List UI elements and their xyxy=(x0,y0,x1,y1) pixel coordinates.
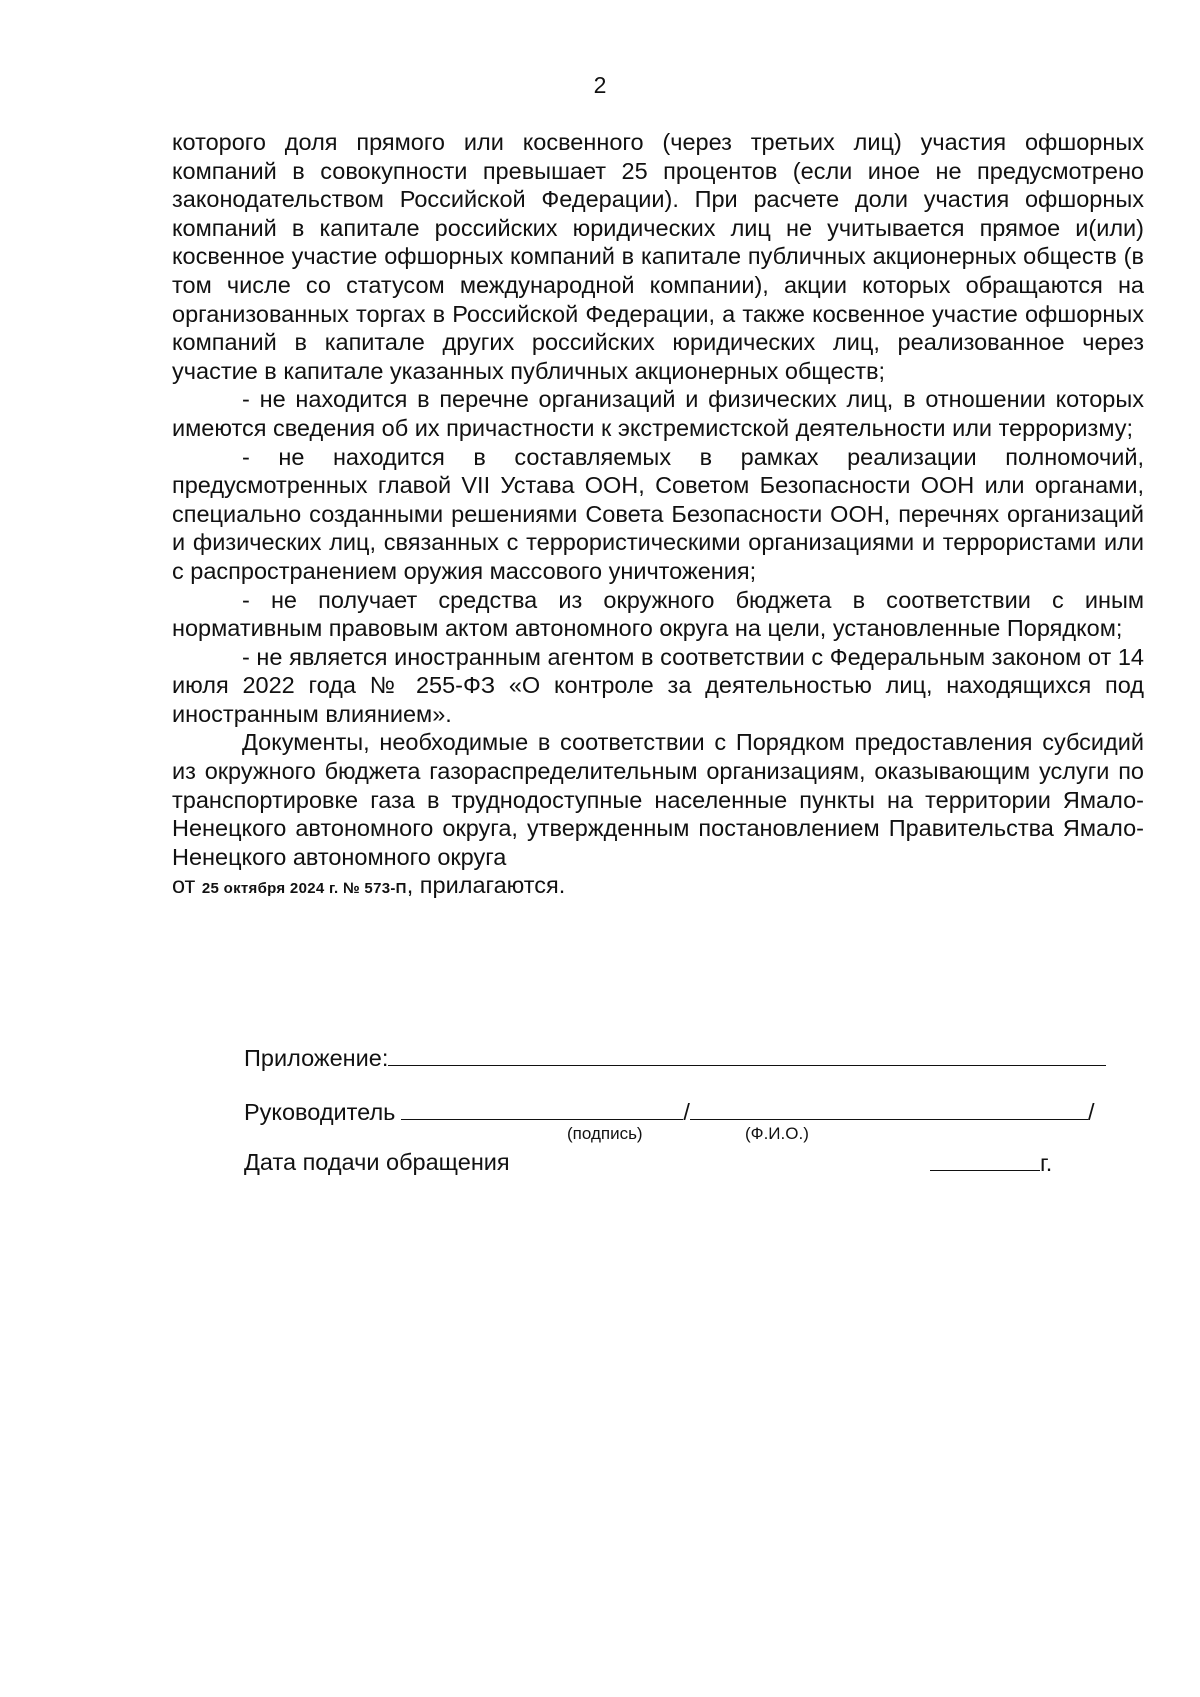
attachment-label: Приложение: xyxy=(244,1045,389,1071)
year-suffix: г. xyxy=(1040,1150,1053,1176)
date-blank-line[interactable] xyxy=(930,1148,1040,1171)
caption-signature: (подпись) xyxy=(567,1124,643,1143)
final-line-suffix: , прилагаются. xyxy=(406,872,566,899)
paragraph-extremism-list: - не находится в перечне организаций и физических лиц, в отношении которых имеются сведения об их причастности к экстремистской деятельности или терроризму; xyxy=(172,386,1144,441)
fio-blank-line[interactable] xyxy=(690,1097,1088,1120)
page-number: 2 xyxy=(593,72,607,98)
date-label: Дата подачи обращения xyxy=(244,1149,510,1175)
signature-captions xyxy=(0,1124,1200,1146)
caption-fio: (Ф.И.О.) xyxy=(745,1124,809,1143)
paragraph-documents xyxy=(172,728,1144,871)
head-label: Руководитель xyxy=(244,1099,396,1125)
signature-slash-2: / xyxy=(1087,1099,1095,1125)
submission-date-row xyxy=(244,1148,1144,1176)
attachment-blank-line[interactable] xyxy=(388,1043,1106,1066)
paragraph-budget-funds: - не получает средства из окружного бюджета в соответствии с иным нормативным правовым актом автономного округа на цели, установленные Порядком; xyxy=(172,586,1144,642)
paragraph-documents-text: Документы, необходимые в соответствии с Порядком предоставления субсидий из окружного бюджета газораспределительным организациям, оказывающим услуги по транспортировке газа в труднодоступные населенные пункты на территории Ямало-Ненецкого автономного округа, утвержденным постановлением Правительства Ямало-Ненецкого автономного округа xyxy=(172,729,1144,870)
paragraph-offshore-share: которого доля прямого или косвенного (через третьих лиц) участия офшорных компаний в совокупности превышает 25 процентов (если иное не предусмотрено законодательством Российской Федерации). При расчете доли участия офшорных компаний в капитале российских юридических лиц не учитывается прямое и(или) косвенное участие офшорных компаний в капитале публичных акционерных обществ (в том числе со статусом международной компании), акции которых обращаются на организованных торгах в Российской Федерации, а также косвенное участие офшорных компаний в капитале других российских юридических лиц, реализованное через участие в капитале указанных публичных акционерных обществ; xyxy=(172,129,1144,384)
head-signature-row xyxy=(244,1097,1144,1126)
signature-slash-1: / xyxy=(683,1099,690,1125)
decree-reference: 25 октября 2024 г. № 573-П xyxy=(201,880,407,898)
final-line-prefix: от xyxy=(172,872,196,899)
date-field xyxy=(930,1148,1052,1177)
document-body xyxy=(172,128,1144,904)
paragraph-foreign-agent: - не является иностранным агентом в соответствии с Федеральным законом от 14 июля 2022 года № 255-ФЗ «О контроле за деятельностью лиц, находящихся под иностранным влиянием». xyxy=(172,643,1144,727)
signature-blank-line[interactable] xyxy=(401,1097,683,1120)
paragraph-un-sanctions-list: - не находится в составляемых в рамках реализации полномочий, предусмотренных главой VII Устава ООН, Советом Безопасности ООН или органами, специально созданными решениями Совета Безопасности ООН, перечнях организаций и физических лиц, связанных с террористическими организациями и террористами или с распространением оружия массового уничтожения; xyxy=(172,443,1144,584)
attachment-row xyxy=(244,1043,1144,1072)
paragraph-documents-ending xyxy=(172,871,1144,904)
